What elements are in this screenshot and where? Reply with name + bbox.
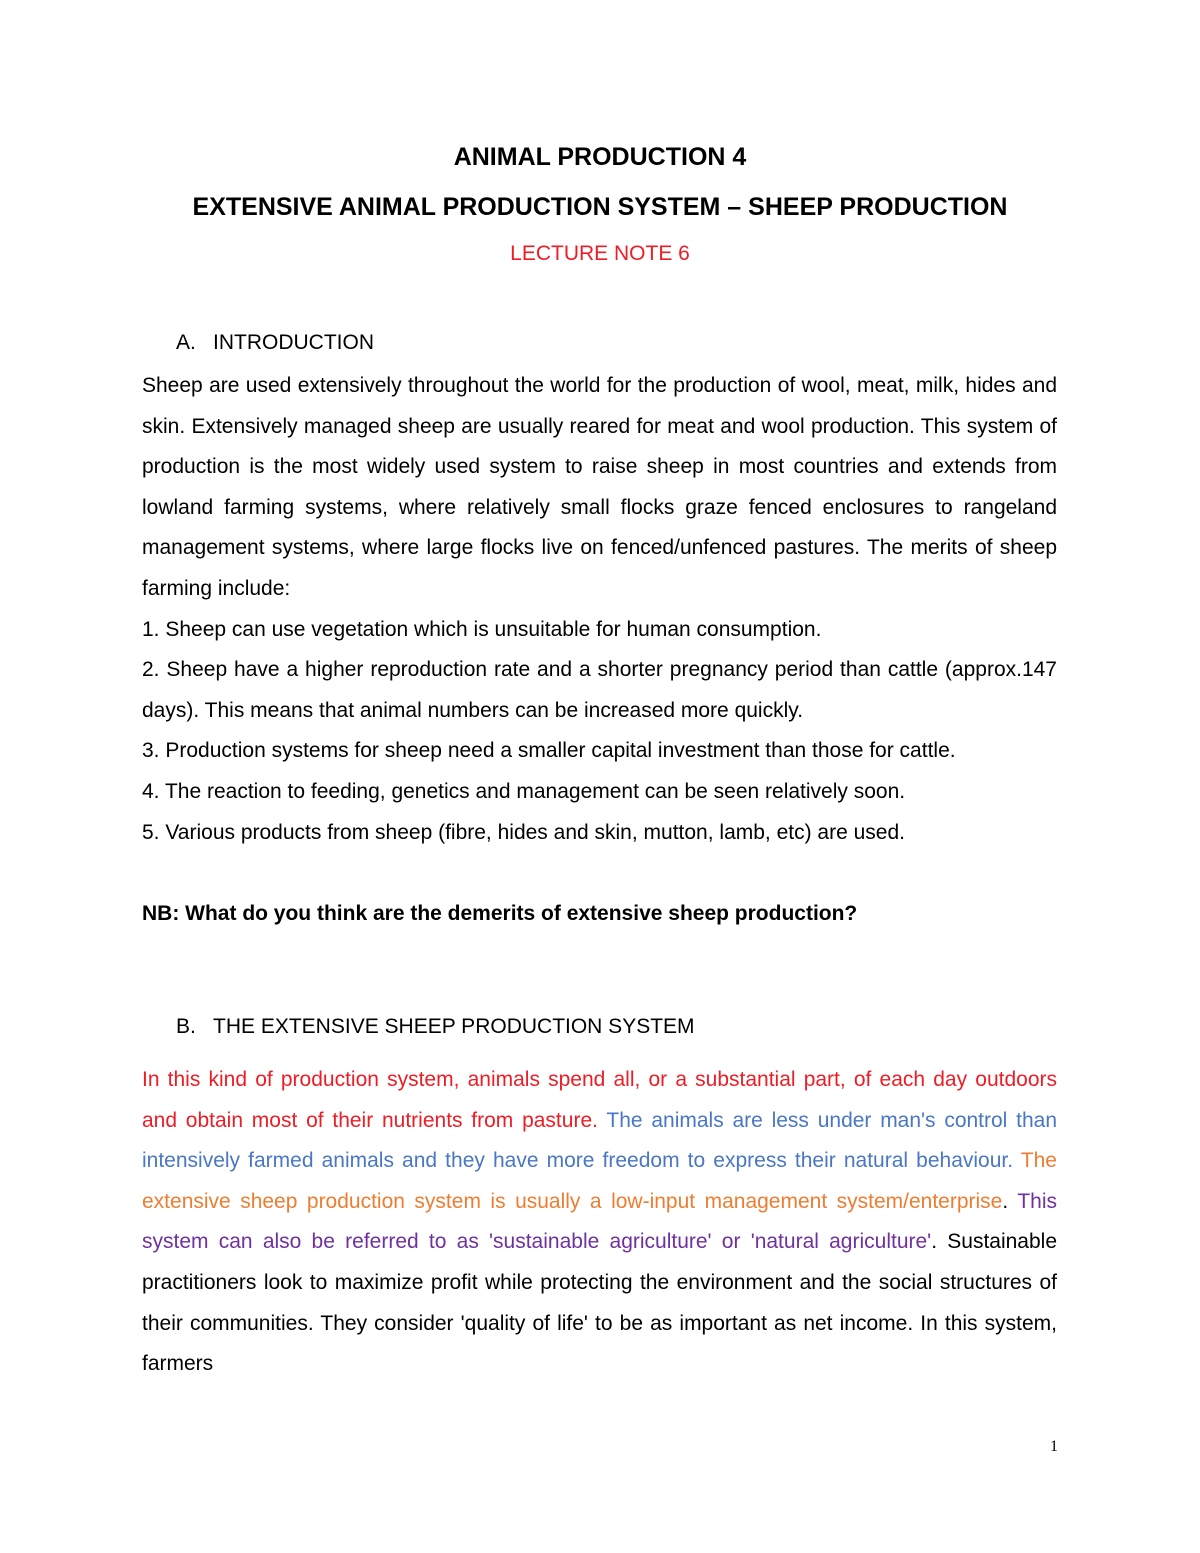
text-segment-black: Sustainable practitioners look to maximize profit while protecting the environment and the social structures of their communities. They consider 'quality of life' to be as important as net income. In this system, farmers bbox=[142, 1230, 1058, 1376]
section-a-letter: A. bbox=[176, 331, 196, 354]
page-number: 1 bbox=[1050, 1438, 1058, 1455]
merit-item-3: 3. Production systems for sheep need a smaller capital investment than those for cattle. bbox=[142, 739, 956, 763]
lecture-note-label: LECTURE NOTE 6 bbox=[510, 242, 690, 265]
merit-item-2: 2. Sheep have a higher reproduction rate and a shorter pregnancy period than cattle (approx.147 days). This means that animal numbers can be increased more quickly. bbox=[142, 658, 1057, 722]
section-a-title: INTRODUCTION bbox=[213, 331, 374, 354]
text-segment-red: In this kind of production system, animals spend all, or a substantial part, of each day outdoors and obtain most of their nutrients from pasture. bbox=[142, 1068, 1057, 1132]
merit-item-4: 4. The reaction to feeding, genetics and management can be seen relatively soon. bbox=[142, 779, 906, 803]
topic-title: EXTENSIVE ANIMAL PRODUCTION SYSTEM – SHEEP PRODUCTION bbox=[192, 193, 1008, 221]
nb-question: NB: What do you think are the demerits of extensive sheep production? bbox=[142, 902, 858, 925]
text-segment-purple: This system can also be referred to as 'sustainable agriculture' or 'natural agriculture' bbox=[142, 1189, 1057, 1254]
section-b-heading bbox=[176, 1013, 695, 1041]
intro-paragraph: Sheep are used extensively throughout the world for the production of wool, meat, milk, hides and skin. Extensively managed sheep are usually reared for meat and wool production. This system of production is the most widely used system to raise sheep in most countries and extends from lowland farming systems, where relatively small flocks graze fenced enclosures to rangeland management systems, where large flocks live on fenced/unfenced pastures. The merits of sheep farming include: bbox=[142, 374, 1057, 600]
section-a-body bbox=[142, 366, 1057, 853]
course-title: ANIMAL PRODUCTION 4 bbox=[453, 143, 747, 171]
text-segment-blue: The animals are less under man's control than intensively farmed animals and they have more freedom to express their natural behaviour. bbox=[142, 1108, 1057, 1173]
section-b-paragraph: In this kind of production system, animals spend all, or a substantial part, of each day outdoors and obtain most of their nutrients from pasture. The animals are less under man's control than intensively farmed animals and they have more freedom to express their natural behaviour. The extensive sheep production system is usually a low-input management system/enterprise. This system can also be referred to as 'sustainable agriculture' or 'natural agriculture'. Sustainable practitioners look to maximize profit while protecting the environment and the social structures of their communities. They consider 'quality of life' to be as important as net income. In this system, farmers bbox=[142, 1068, 1058, 1376]
merit-item-5: 5. Various products from sheep (fibre, hides and skin, mutton, lamb, etc) are used. bbox=[142, 820, 905, 844]
section-a-heading bbox=[176, 329, 374, 357]
section-b-title: THE EXTENSIVE SHEEP PRODUCTION SYSTEM bbox=[213, 1015, 695, 1038]
section-b-letter: B. bbox=[176, 1015, 196, 1038]
merit-item-1: 1. Sheep can use vegetation which is unsuitable for human consumption. bbox=[142, 617, 822, 641]
text-segment-orange: The extensive sheep production system is usually a low-input management system/enterprise bbox=[142, 1149, 1057, 1213]
